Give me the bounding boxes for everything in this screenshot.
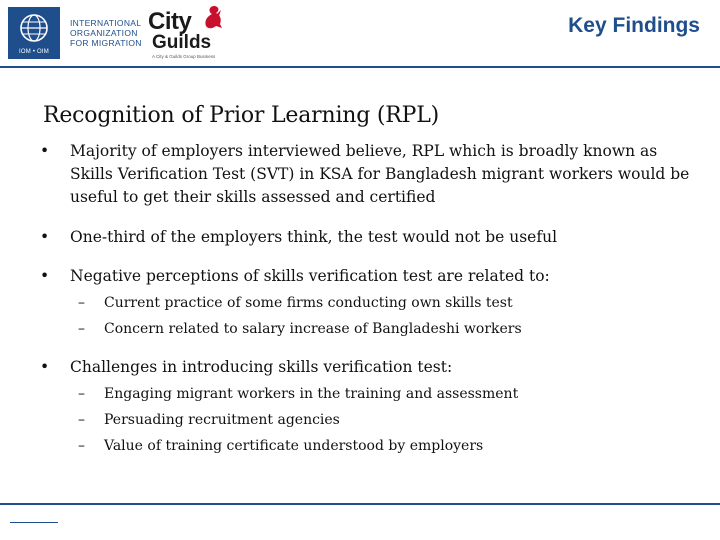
sub-bullet-marker: – (78, 386, 85, 402)
bullet-marker: • (40, 228, 50, 246)
bullet-item (30, 140, 690, 209)
bullet-list (30, 140, 690, 459)
bullet-text: Negative perceptions of skills verification test are related to: (70, 267, 550, 285)
footer-divider (0, 503, 720, 505)
cg-guilds-text: Guilds (152, 32, 212, 53)
bullet-item (30, 265, 690, 288)
iom-name-line: ORGANIZATION (70, 28, 138, 38)
city-guilds-logo (148, 4, 226, 64)
sub-bullet-text: Engaging migrant workers in the training and assessment (104, 386, 519, 402)
bullet-marker: • (40, 267, 50, 285)
bullet-text: Challenges in introducing skills verification test: (70, 358, 453, 376)
sub-bullet-text: Current practice of some firms conducting own skills test (104, 295, 513, 311)
footer-mark (10, 522, 58, 523)
sub-bullet-marker: – (78, 295, 85, 311)
griffin-icon (202, 4, 224, 30)
bullet-text: Majority of employers interviewed believe, RPL which is broadly known as Skills Verification Test (SVT) in KSA for Bangladesh migrant workers would be useful to get their skills assessed and certified (70, 142, 690, 206)
sub-bullet-item (30, 407, 690, 433)
iom-logo (8, 7, 60, 59)
iom-name-line: INTERNATIONAL (70, 18, 142, 28)
slide-header (0, 0, 720, 66)
iom-tag: IOM • OIM (19, 49, 49, 55)
globe-icon (18, 12, 50, 44)
sub-bullet-text: Concern related to salary increase of Bangladeshi workers (104, 321, 522, 337)
sub-bullet-item (30, 290, 690, 316)
sub-bullet-item (30, 381, 690, 407)
sub-bullet-marker: – (78, 321, 85, 337)
sub-bullet-marker: – (78, 412, 85, 428)
iom-name (70, 18, 142, 48)
section-heading: Recognition of Prior Learning (RPL) (43, 103, 440, 128)
iom-name-line: FOR MIGRATION (70, 38, 142, 48)
bullet-marker: • (40, 142, 50, 160)
sub-bullet-text: Value of training certificate understood by employers (104, 438, 484, 454)
bullet-marker: • (40, 358, 50, 376)
cg-city-text: City (148, 8, 192, 35)
bullet-text: One-third of the employers think, the test would not be useful (70, 228, 558, 246)
sub-bullet-item (30, 316, 690, 342)
cg-tagline: A City & Guilds Group Business (152, 54, 216, 59)
sub-bullet-text: Persuading recruitment agencies (104, 412, 340, 428)
slide-title: Key Findings (568, 14, 700, 37)
sub-bullet-item (30, 433, 690, 459)
bullet-item (30, 226, 690, 249)
sub-bullet-marker: – (78, 438, 85, 454)
header-divider (0, 66, 720, 68)
bullet-item (30, 356, 690, 379)
